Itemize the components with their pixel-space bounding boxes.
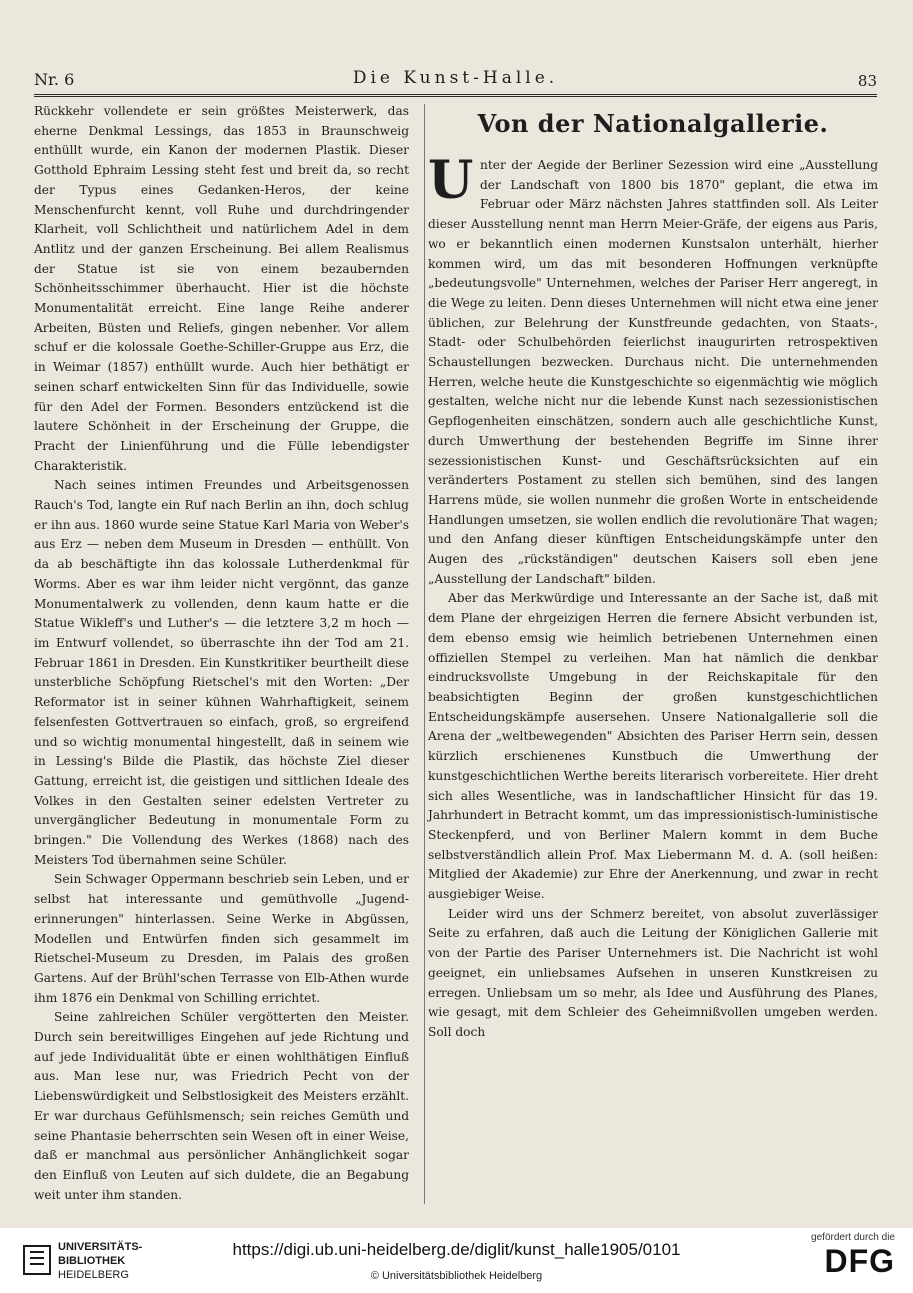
right-paragraph: Aber das Merkwürdige und Interessante an der Sache ist, daß mit dem Plane der ehrgeizigen Herren die fernere Absicht verbunden ist, dem ebenso emsig wie heimlich betriebenen Unternehmen einen offiziellen Stempel zu verleihen. Man hat nämlich die denkbar eindrucksvollste Umgebung in der Reichskapitale für den beabsichtigten Beginn der großen kunstgeschichtlichen Entscheidungskämpfe ausersehen. Unsere Nationalgallerie soll die Arena der „weltbewegenden" Absichten des Pariser Herrn sein, dessen kürzlich erschienenes Kunstbuch die Umwerthung der kunstgeschichtlichen Werthe bereits literarisch vorbereitete. Hier dreht sich alles Wesentliche, was in landschaftlicher Hinsicht für das 19. Jahrhundert in Betracht kommt, um das impressionistisch-luministische Steckenpferd, und von Berliner Malern kommt in dem Buche selbstverständlich allein Prof. Max Liebermann M. d. A. (soll heißen: Mitglied der Akademie) zur Ehre der Anerkennung, und zwar in recht ausgiebiger Weise. xyxy=(428,591,878,902)
left-paragraph: Rückkehr vollendete er sein größtes Meisterwerk, das eherne Denkmal Lessings, das 1853 in Braunschweig enthüllt wurde, ein Kanon der modernen Plastik. Dieser Gotthold Ephraim Lessing steht fest und breit da, so recht der Typus eines Gedanken-Heros, der keine Menschenfurcht kennt, voll Ruhe und durchdringender Klarheit, voll Schlichtheit und natürlichem Adel in dem Antlitz und der ganzen Erscheinung. Bei allem Realismus der Statue ist sie von einem bezaubernden Schönheitsschimmer überhaucht. Hier ist die höchste Monumentalität erreicht. Eine lange Reihe anderer Arbeiten, Büsten und Reliefs, gingen nebenher. Vor allem schuf er die kolossale Goethe-Schiller-Gruppe aus Erz, die in Weimar (1857) enthüllt wurde. Auch hier bethätigt er seinen scharf entwickelten Sinn für das Individuelle, sowie für den Adel der Formen. Besonders entzückend ist die lautere Schönheit in der Erscheinung der Gruppe, die Pracht der Linienführung und die Fülle lebendigster Charakteristik. xyxy=(34,104,409,473)
left-column xyxy=(34,102,409,1205)
page-number: 83 xyxy=(857,72,877,90)
library-seal-icon xyxy=(22,1242,52,1278)
right-column xyxy=(428,102,878,1043)
page-header xyxy=(34,66,877,92)
copyright-notice: © Universitätsbibliothek Heidelberg xyxy=(370,1270,543,1282)
running-title: Die Kunst-Halle. xyxy=(352,68,559,88)
dfg-logo[interactable] xyxy=(785,1232,895,1288)
library-name-line1: UNIVERSITÄTS- xyxy=(58,1241,143,1253)
article-title: Von der Nationalgallerie. xyxy=(477,109,829,138)
left-paragraph: Seine zahlreichen Schüler vergötterten den Meister. Durch sein bereitwilliges Eingehen auf jede Richtung und auf jede Individualität übte er einen wohlthätigen Einfluß aus. Man lese nur, was Friedrich Pecht von der Liebenswürdigkeit und Selbstlosigkeit des Meisters erzählt. Er war durchaus Gefühlsmensch; sein reiches Gemüth und seine Phantasie beherrschten sein Wesen oft in einer Weise, daß er manchmal aus persönlicher Anhänglichkeit sogar den Einfluß von Leuten auf sich duldete, die an Begabung weit unter ihm standen. xyxy=(34,1010,409,1202)
column-divider xyxy=(424,104,425,1204)
viewer-footer xyxy=(0,1228,913,1293)
library-logo[interactable] xyxy=(22,1236,222,1286)
drop-cap: U xyxy=(428,150,474,211)
issue-number: Nr. 6 xyxy=(34,70,75,89)
header-rule xyxy=(34,94,877,95)
dfg-wordmark: DFG xyxy=(824,1243,895,1279)
header-rule-secondary xyxy=(34,96,877,97)
right-paragraph: Leider wird uns der Schmerz bereitet, von absolut zuverlässiger Seite zu erfahren, daß auch die Leitung der Königlichen Gallerie mit von der Partie des Pariser Unternehmers ist. Die Nachricht ist wohl geeignet, ein unliebsames Aufsehen in unseren Kunstkreisen zu erregen. Unliebsam um so mehr, als Idee und Ausführung des Planes, wie gesagt, mit dem Schleier des Geheimnißvollen umgeben werden. Soll doch xyxy=(428,906,878,1039)
funded-by-label: gefördert durch die xyxy=(811,1232,895,1243)
library-name-line3: HEIDELBERG xyxy=(58,1269,129,1281)
right-paragraph: nter der Aegide der Berliner Sezession wird eine „Ausstellung der Landschaft von 1800 bis 1870" geplant, die etwa im Februar oder März nächsten Jahres stattfinden soll. Als Leiter dieser Ausstellung nennt man Herrn Meier-Gräfe, der eigens aus Paris, wo er bekanntlich einen modernen Kunstsalon unterhält, hierher kommen wird, um das mit besonderen Hoffnungen verknüpfte „bedeutungsvolle" Unternehmen, welches der Pariser Herr angeregt, in die Wege zu leiten. Denn dieses Unternehmen will nicht etwa eine jener üblichen, zur Belehrung der Kunstfreunde gedachten, von Staats-, Stadt- oder Schulbehörden feierlichst inaugurirten retrospektiven Schaustellungen bezwecken. Durchaus nicht. Die unternehmenden Herren, welche heute die Kunstgeschichte so eigenmächtig wie möglich gestalten, welche nicht nur die lebende Kunst nach sezessionistischen Gepflogenheiten einschätzen, sondern auch alle geschichtliche Kunst, durch Umwerthung der bestehenden Begriffe im Sinne ihrer sezessionistischen Kunst- und Geschäftsrücksichten auf ein veränderters Postament zu stellen sich bemühen, sind des langen Harrens müde, sie wollen nunmehr die großen Worte in entscheidende Handlungen umsetzen, sie wollen endlich die revolutionäre That wagen; und den Anfang dieser künftigen Entscheidungskämpfe unter den Augen des „rückständigen" deutschen Kaisers soll eben jene „Ausstellung der Landschaft" bilden. xyxy=(428,158,878,586)
permalink-url[interactable]: https://digi.ub.uni-heidelberg.de/diglit/kunst_halle1905/0101 xyxy=(232,1240,681,1259)
left-paragraph: Sein Schwager Oppermann beschrieb sein Leben, und er selbst hat interessante und gemüthvolle „Jugend-erinnerungen" hinterlassen. Seine Werke in Abgüssen, Modellen und Entwürfen finden sich gesammelt im Rietschel-Museum zu Dresden, im Palais des großen Gartens. Auf der Brühl'schen Terrasse von Elb-Athen wurde ihm 1876 ein Denkmal von Schilling errichtet. xyxy=(34,872,409,1005)
left-paragraph: Nach seines intimen Freundes und Arbeitsgenossen Rauch's Tod, langte ein Ruf nach Berlin an ihn, doch schlug er ihn aus. 1860 wurde seine Statue Karl Maria von Weber's aus Erz — neben dem Museum in Dresden — enthüllt. Von da ab beschäftigte ihn das kolossale Lutherdenkmal für Worms. Aber es war ihm leider nicht vergönnt, das ganze Monumentalwerk zu vollenden, denn kaum hatte er die Statue Wikleff's und Luther's — die letztere 3,2 m hoch — im Entwurf vollendet, so überraschte ihn der Tod am 21. Februar 1861 in Dresden. Ein Kunstkritiker beurtheilt diese unsterbliche Schöpfung Rietschel's mit den Worten: „Der Reformator ist in seiner kühnen Wahrhaftigkeit, seinem felsenfesten Gottvertrauen so einfach, groß, so ergreifend und so wichtig monumental hingestellt, daß in seinem wie in Lessing's Bilde die Plastik, das höchste Ziel dieser Gattung, erreicht ist, die geistigen und sittlichen Ideale des Volkes in den Gestalten seiner edelsten Vertreter zu unvergänglicher Bedeutung in monumentale Form zu bringen." Die Vollendung des Werkes (1868) nach des Meisters Tod übernahmen seine Schüler. xyxy=(34,478,409,867)
library-name-line2: BIBLIOTHEK xyxy=(58,1255,126,1267)
